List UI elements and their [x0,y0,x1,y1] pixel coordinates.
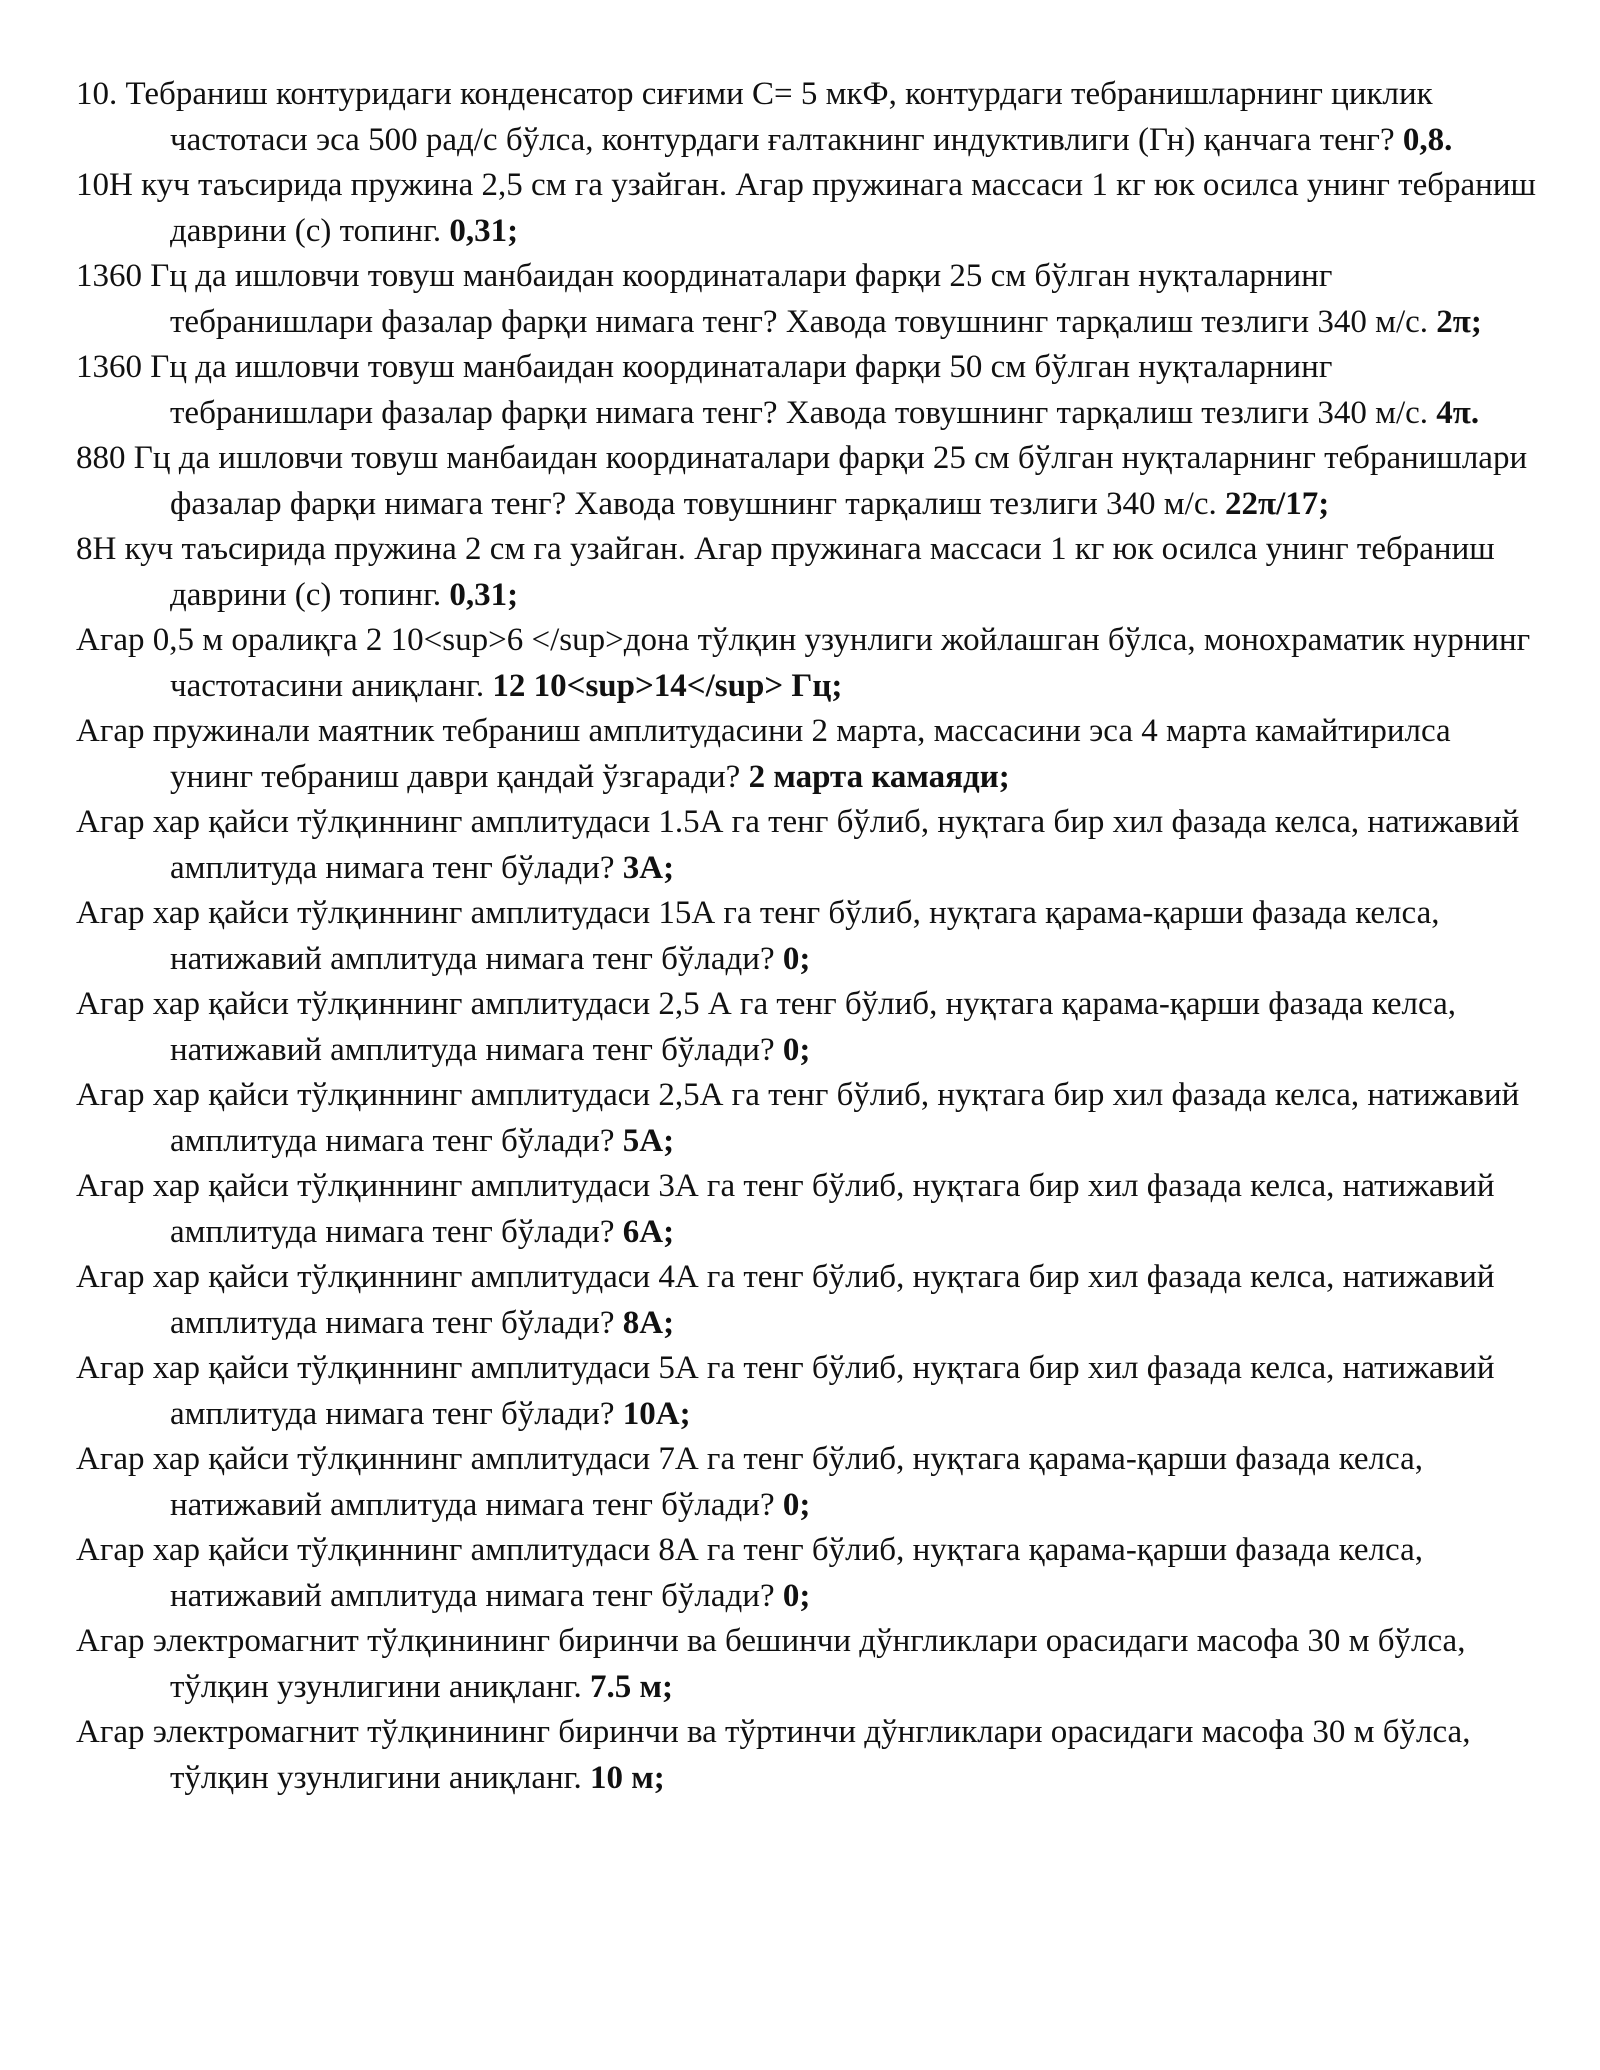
question-text: 1360 Гц да ишловчи товуш манбаидан координаталари фарқи 50 см бўлган нуқталарнинг тебранишлари фазалар фарқи нимага тенг? Хавода товушнинг тарқалиш тезлиги 340 м/с. [76,349,1437,431]
question-text: 8Н куч таъсирида пружина 2 см га узайган. Агар пружинага массаси 1 кг юк осилса унинг тебраниш даврини (с) топинг. [76,531,1495,613]
question-text: Агар хар қайси тўлқиннинг амплитудаси 8А га тенг бўлиб, нуқтага қарама-қарши фазада келса, натижавий амплитуда нимага тенг бўлади? [76,1532,1423,1614]
question-item [76,891,1536,982]
question-item [76,163,1536,254]
question-text: 10. Тебраниш контуридаги конденсатор сиғими С= 5 мкФ, контурдаги тебранишларнинг циклик частотаси эса 500 рад/с бўлса, контурдаги ғалтакнинг индуктивлиги (Гн) қанчага тенг? [76,76,1433,158]
answer-text: 5А; [622,1122,675,1159]
answer-text: 6А; [622,1213,675,1250]
answer-text: 2 марта камаяди; [748,758,1010,795]
answer-text: 10 м; [589,1759,665,1796]
question-item [76,618,1536,709]
question-item [76,436,1536,527]
answer-text: 0; [782,940,811,977]
question-text: Агар 0,5 м оралиқга 2 10<sup>6 </sup>дона тўлқин узунлиги жойлашган бўлса, монохраматик нурнинг частотасини аниқланг. [76,622,1531,704]
answer-text: 4π. [1436,394,1480,431]
question-item [76,1164,1536,1255]
question-item [76,1619,1536,1710]
question-text: Агар хар қайси тўлқиннинг амплитудаси 3А га тенг бўлиб, нуқтага бир хил фазада келса, натижавий амплитуда нимага тенг бўлади? [76,1168,1495,1250]
question-item [76,800,1536,891]
question-item [76,345,1536,436]
answer-text: 22π/17; [1225,485,1330,522]
question-item [76,1437,1536,1528]
question-item [76,1710,1536,1801]
question-item [76,709,1536,800]
answer-text: 0; [782,1031,811,1068]
answer-text: 12 10<sup>14</sup> Гц; [492,667,843,704]
question-item [76,1255,1536,1346]
question-text: Агар хар қайси тўлқиннинг амплитудаси 5А га тенг бўлиб, нуқтага бир хил фазада келса, натижавий амплитуда нимага тенг бўлади? [76,1350,1495,1432]
answer-text: 0; [782,1577,811,1614]
question-text: Агар электромагнит тўлқинининг биринчи ва тўртинчи дўнгликлари орасидаги масофа 30 м бўлса, тўлқин узунлигини аниқланг. [76,1714,1471,1796]
answer-text: 0,8. [1402,121,1453,158]
question-text: Агар хар қайси тўлқиннинг амплитудаси 2,5 А га тенг бўлиб, нуқтага қарама-қарши фазада келса, натижавий амплитуда нимага тенг бўлади? [76,986,1456,1068]
question-item [76,1073,1536,1164]
question-item [76,72,1536,163]
question-list [76,72,1536,1801]
answer-text: 2π; [1436,303,1482,340]
question-text: 1360 Гц да ишловчи товуш манбаидан координаталари фарқи 25 см бўлган нуқталарнинг тебранишлари фазалар фарқи нимага тенг? Хавода товушнинг тарқалиш тезлиги 340 м/с. [76,258,1437,340]
answer-text: 10А; [622,1395,691,1432]
question-text: Агар хар қайси тўлқиннинг амплитудаси 4А га тенг бўлиб, нуқтага бир хил фазада келса, натижавий амплитуда нимага тенг бўлади? [76,1259,1495,1341]
answer-text: 0; [782,1486,811,1523]
question-text: Агар хар қайси тўлқиннинг амплитудаси 7А га тенг бўлиб, нуқтага қарама-қарши фазада келса, натижавий амплитуда нимага тенг бўлади? [76,1441,1423,1523]
question-text: 10Н куч таъсирида пружина 2,5 см га узайган. Агар пружинага массаси 1 кг юк осилса унинг тебраниш даврини (с) топинг. [76,167,1536,249]
answer-text: 7.5 м; [589,1668,673,1705]
answer-text: 8А; [622,1304,675,1341]
question-item [76,527,1536,618]
question-text: Агар хар қайси тўлқиннинг амплитудаси 2,5А га тенг бўлиб, нуқтага бир хил фазада келса, натижавий амплитуда нимага тенг бўлади? [76,1077,1520,1159]
question-text: Агар хар қайси тўлқиннинг амплитудаси 1.5А га тенг бўлиб, нуқтага бир хил фазада келса, натижавий амплитуда нимага тенг бўлади? [76,804,1520,886]
answer-text: 0,31; [449,576,519,613]
answer-text: 0,31; [449,212,519,249]
question-text: 880 Гц да ишловчи товуш манбаидан координаталари фарқи 25 см бўлган нуқталарнинг тебранишлари фазалар фарқи нимага тенг? Хавода товушнинг тарқалиш тезлиги 340 м/с. [76,440,1528,522]
question-item [76,1346,1536,1437]
question-text: Агар хар қайси тўлқиннинг амплитудаси 15А га тенг бўлиб, нуқтага қарама-қарши фазада келса, натижавий амплитуда нимага тенг бўлади? [76,895,1440,977]
question-text: Агар электромагнит тўлқинининг биринчи ва бешинчи дўнгликлари орасидаги масофа 30 м бўлса, тўлқин узунлигини аниқланг. [76,1623,1466,1705]
question-text: Агар пружинали маятник тебраниш амплитудасини 2 марта, массасини эса 4 марта камайтирилса унинг тебраниш даври қандай ўзгаради? [76,713,1451,795]
question-item [76,1528,1536,1619]
question-item [76,982,1536,1073]
question-item [76,254,1536,345]
answer-text: 3А; [622,849,675,886]
